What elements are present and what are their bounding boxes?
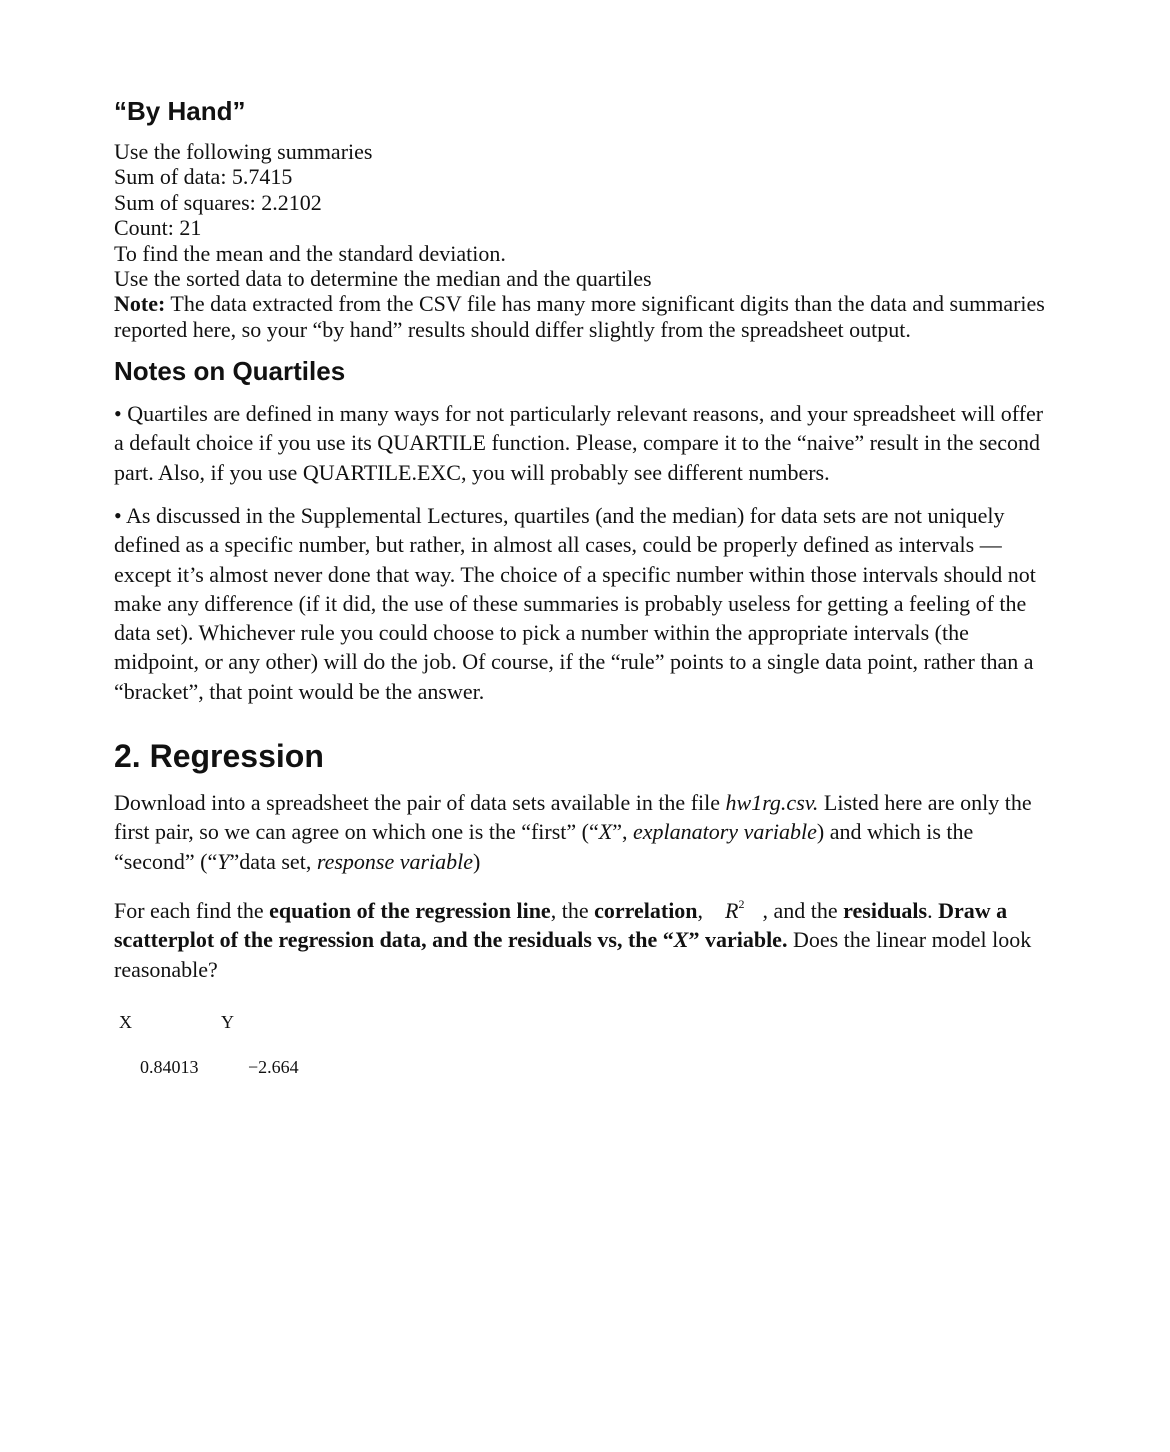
summary-line: To find the mean and the standard deviation. bbox=[114, 240, 506, 266]
regression-intro bbox=[114, 788, 1054, 876]
text-run: ) bbox=[473, 848, 481, 874]
summary-line: Sum of data: 5.7415 bbox=[114, 164, 293, 190]
text-run: ” variable. bbox=[688, 927, 788, 953]
text-run: , bbox=[697, 898, 704, 923]
regression-task bbox=[114, 890, 1054, 984]
text-run: Does the linear model look reasonable? bbox=[114, 927, 1032, 982]
r-squared-symbol bbox=[725, 890, 744, 925]
summary-line: Use the following summaries bbox=[114, 139, 373, 164]
text-run: ) and which is the “second” (“ bbox=[114, 819, 974, 874]
quartiles-bullet-1: • Quartiles are defined in many ways for not particularly relevant reasons, and your spreadsheet will offer a default choice if you use its QUARTILE function. Please, compare it to the “naive” result in the second part. Also, if you use QUARTILE.EXC, you will probably see different numbers. bbox=[114, 401, 1044, 485]
table-header-y: Y bbox=[221, 1012, 234, 1032]
by-hand-heading: “By Hand” bbox=[114, 96, 246, 126]
residuals-term: residuals bbox=[843, 898, 928, 923]
note-paragraph bbox=[114, 291, 1054, 342]
quartiles-heading: Notes on Quartiles bbox=[114, 356, 346, 386]
text-run: Draw a scatterplot of the regression data, and the residuals vs, the “ bbox=[114, 898, 1008, 953]
table-header-x: X bbox=[119, 1012, 132, 1032]
table-cell-x: 0.84013 bbox=[140, 1057, 199, 1077]
quartiles-bullet-2: • As discussed in the Supplemental Lectures, quartiles (and the median) for data sets are not uniquely defined as a specific number, but rather, in almost all cases, could be properly defined as intervals — except it’s almost never done that way. The choice of a specific number within those intervals should not make any difference (if it did, the use of these summaries is probably useless for getting a feeling of the data set). Whichever rule you could choose to pick a number within the appropriate intervals (the midpoint, or any other) will do the job. Of course, if the “rule” points to a single data point, rather than a “bracket”, that point would be the answer. bbox=[114, 503, 1036, 704]
table-cell-y: −2.664 bbox=[248, 1057, 299, 1077]
text-run: , the bbox=[550, 898, 595, 923]
text-run: For each find the bbox=[114, 898, 270, 923]
text-run: ”data set, bbox=[229, 848, 317, 874]
by-hand-summary bbox=[114, 139, 1054, 342]
note-label: Note: bbox=[114, 291, 166, 317]
regression-line-term: equation of the regression line bbox=[269, 898, 551, 923]
text-run: ”, bbox=[612, 819, 633, 845]
x-var: X bbox=[673, 927, 689, 953]
correlation-term: correlation bbox=[594, 898, 698, 923]
text-run: . bbox=[927, 898, 939, 923]
text-run: , and the bbox=[762, 898, 844, 923]
summary-line: Sum of squares: 2.2102 bbox=[114, 189, 322, 215]
text-run: Listed here are only the first pair, so we can agree on which one is the “first” (“ bbox=[114, 790, 1032, 845]
csv-filename: hw1rg.csv. bbox=[725, 790, 819, 815]
note-text: The data extracted from the CSV file has many more significant digits than the data and summaries reported here, so your “by hand” results should differ slightly from the spreadsheet output. bbox=[114, 291, 1045, 342]
response-term: response variable bbox=[316, 848, 474, 874]
summary-line: Use the sorted data to determine the median and the quartiles bbox=[114, 266, 652, 292]
regression-heading: 2. Regression bbox=[114, 738, 324, 774]
r-letter: R bbox=[725, 898, 739, 923]
explanatory-term: explanatory variable bbox=[632, 819, 817, 845]
r-exponent: 2 bbox=[738, 897, 745, 911]
y-var: Y bbox=[217, 848, 230, 874]
x-var: X bbox=[598, 819, 613, 845]
summary-line: Count: 21 bbox=[114, 215, 202, 241]
text-run: Download into a spreadsheet the pair of data sets available in the file bbox=[114, 790, 726, 815]
